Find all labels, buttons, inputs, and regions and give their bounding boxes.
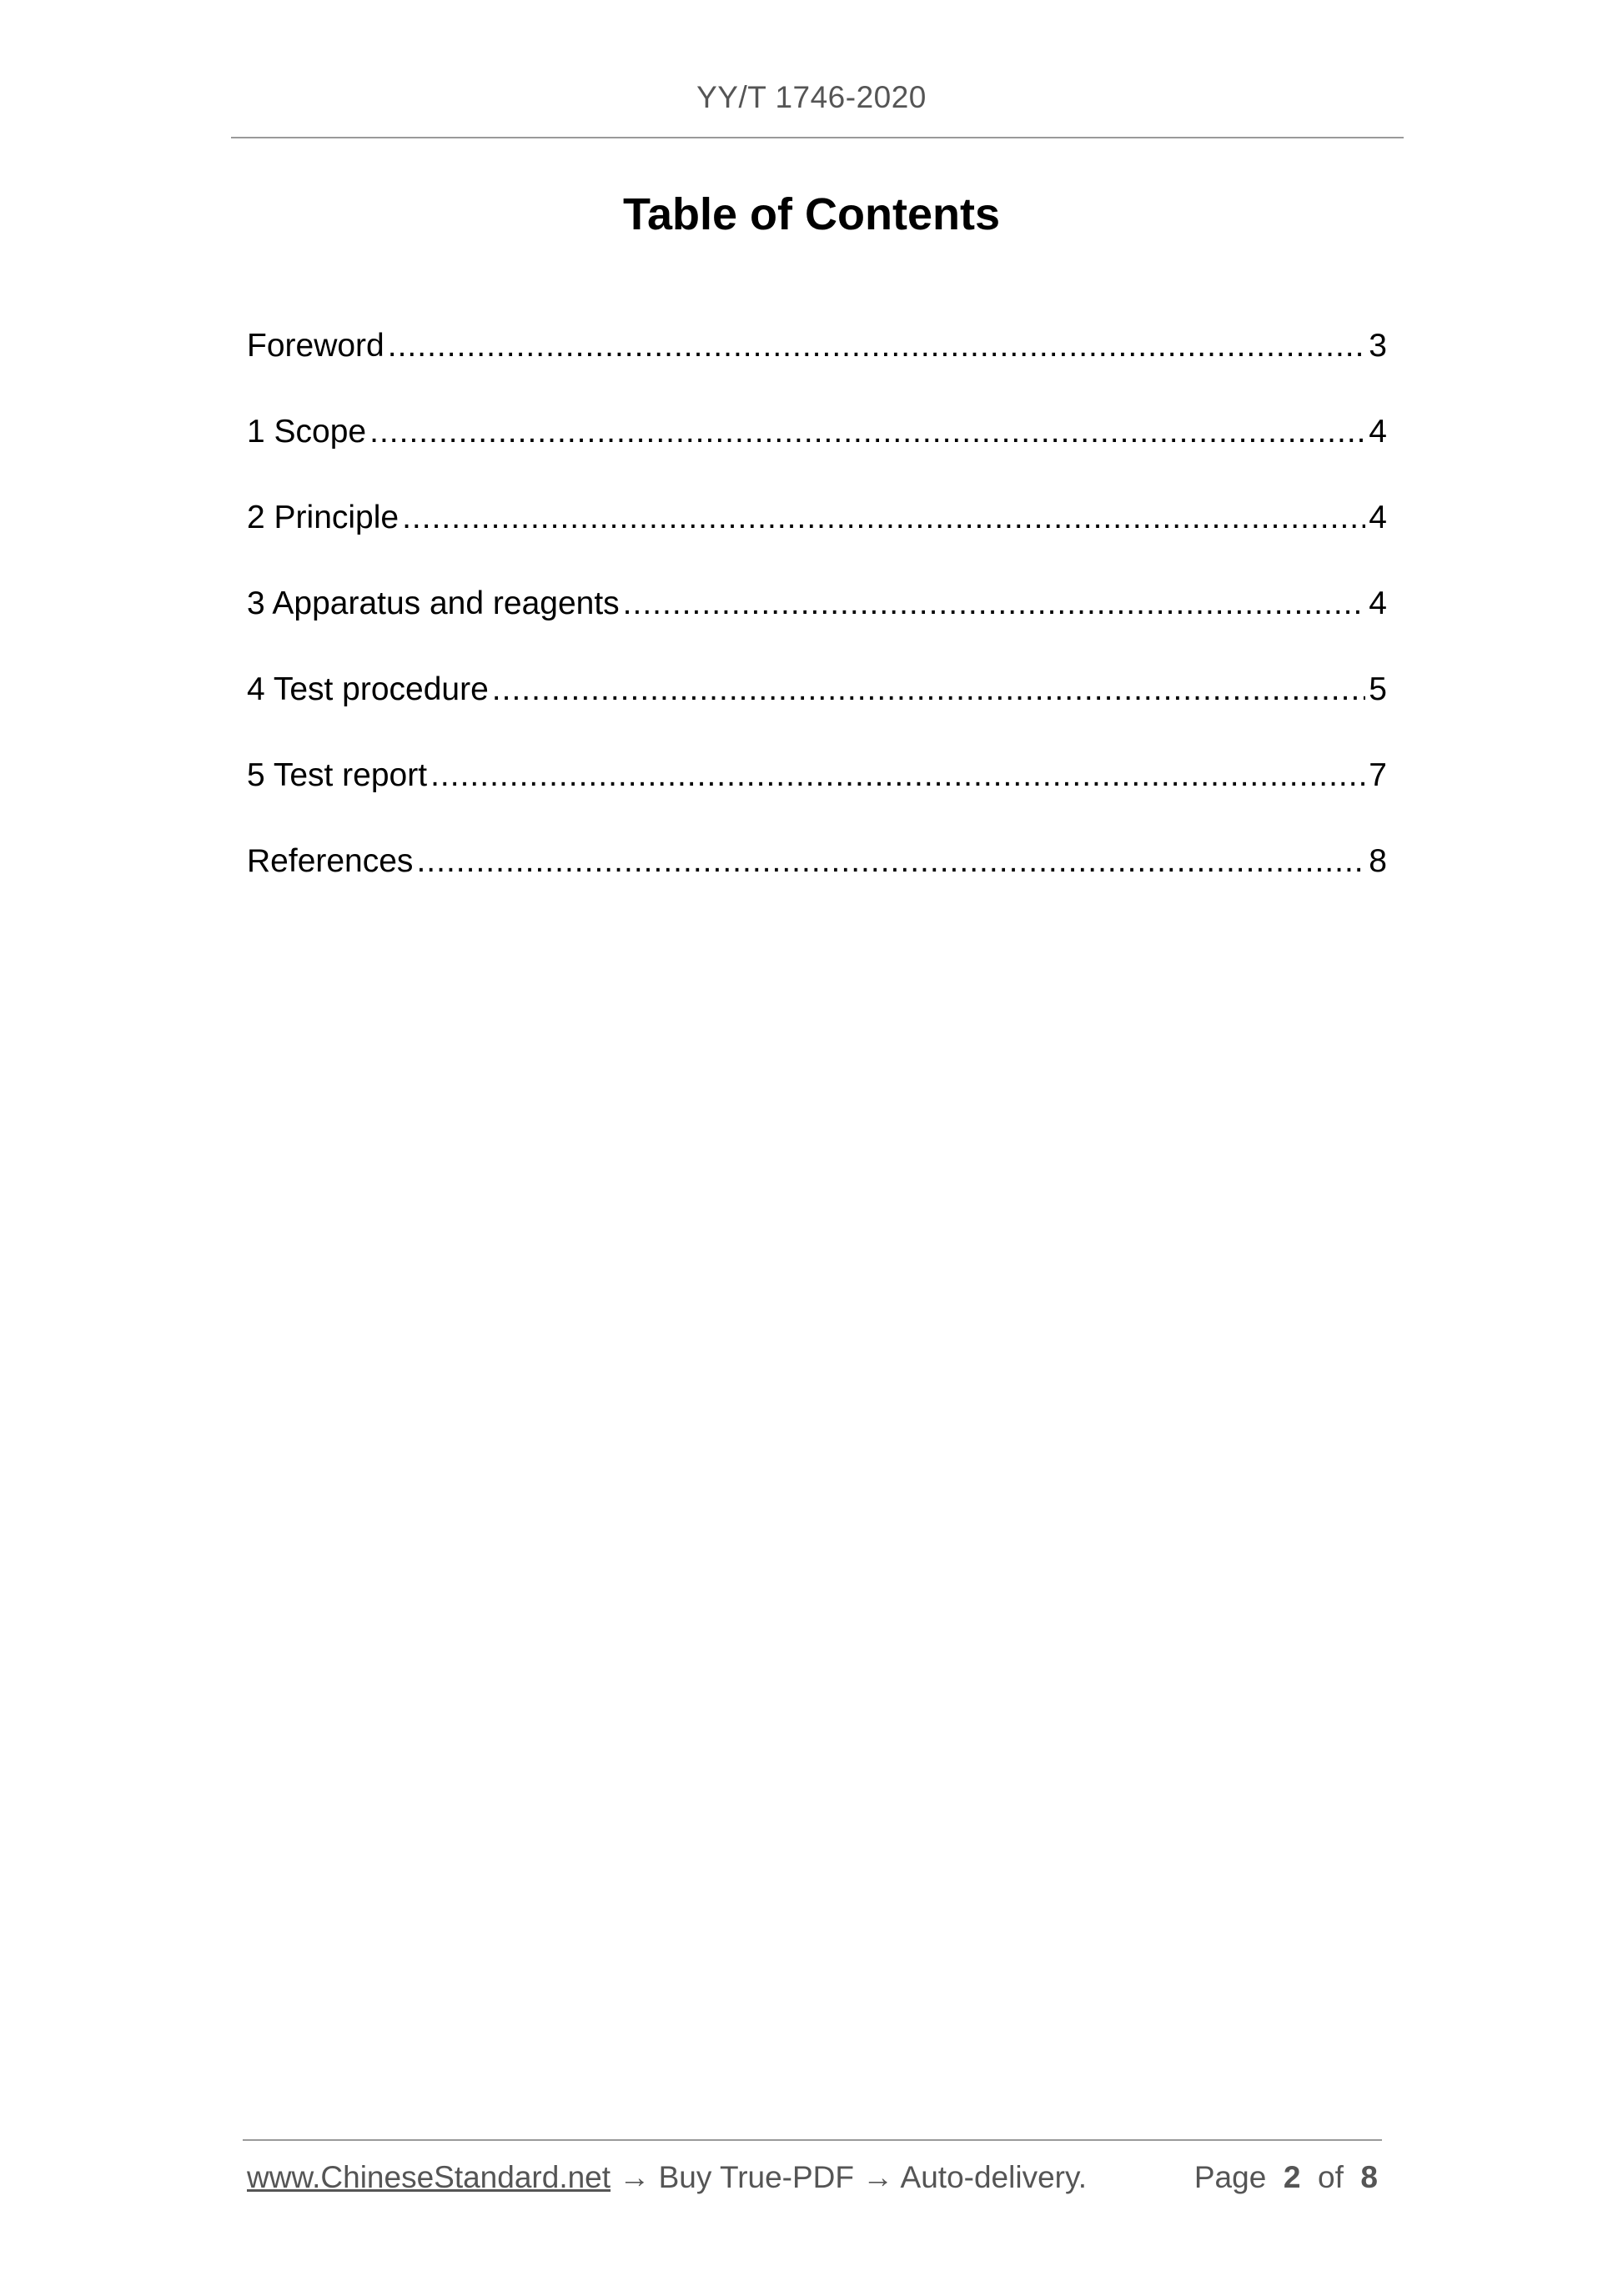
- website-link[interactable]: www.ChineseStandard.net: [247, 2160, 611, 2194]
- toc-entry-page: 4: [1369, 585, 1387, 621]
- toc-dot-leader: [402, 493, 1365, 543]
- toc-entry-test-report[interactable]: [247, 751, 1387, 837]
- toc-entry-label: 3 Apparatus and reagents: [247, 585, 620, 621]
- page-word: Page: [1193, 2160, 1267, 2194]
- toc-entry-label: Foreword: [247, 328, 384, 364]
- page-footer: [247, 2160, 1378, 2202]
- page-number-indicator: [1194, 2160, 1378, 2195]
- toc-entry-label: References: [247, 843, 414, 879]
- auto-delivery-text: Auto-delivery.: [900, 2160, 1088, 2194]
- document-code-header: YY/T 1746-2020: [696, 80, 927, 114]
- toc-entry-test-procedure[interactable]: [247, 665, 1387, 751]
- header-divider: [231, 137, 1404, 138]
- toc-entry-apparatus[interactable]: [247, 579, 1387, 665]
- footer-promo: [247, 2160, 1087, 2195]
- toc-dot-leader: [492, 665, 1366, 715]
- toc-dot-leader: [388, 321, 1366, 371]
- toc-title: Table of Contents: [623, 189, 1000, 239]
- toc-dot-leader: [623, 579, 1366, 629]
- table-of-contents: [247, 321, 1387, 922]
- toc-entry-label: 2 Principle: [247, 500, 399, 535]
- toc-entry-page: 5: [1369, 671, 1387, 707]
- footer-divider: [243, 2139, 1382, 2141]
- toc-entry-page: 3: [1369, 328, 1387, 364]
- arrow-right-icon: →: [619, 2160, 651, 2194]
- toc-entry-label: 5 Test report: [247, 757, 428, 793]
- toc-dot-leader: [369, 407, 1365, 457]
- toc-entry-references[interactable]: [247, 837, 1387, 922]
- toc-entry-label: 4 Test procedure: [247, 671, 489, 707]
- toc-entry-page: 8: [1369, 843, 1387, 879]
- toc-dot-leader: [416, 837, 1365, 887]
- toc-entry-page: 4: [1369, 500, 1387, 535]
- toc-dot-leader: [430, 751, 1365, 801]
- arrow-right-icon: →: [862, 2160, 894, 2194]
- total-page-count: 8: [1360, 2160, 1378, 2194]
- of-word: of: [1318, 2160, 1344, 2194]
- toc-entry-principle[interactable]: [247, 493, 1387, 579]
- toc-entry-scope[interactable]: [247, 407, 1387, 493]
- toc-entry-page: 4: [1369, 414, 1387, 450]
- current-page-number: 2: [1283, 2160, 1301, 2194]
- toc-entry-foreword[interactable]: [247, 321, 1387, 407]
- buy-true-pdf-text: Buy True-PDF: [658, 2160, 855, 2194]
- toc-entry-page: 7: [1369, 757, 1387, 793]
- toc-entry-label: 1 Scope: [247, 414, 367, 450]
